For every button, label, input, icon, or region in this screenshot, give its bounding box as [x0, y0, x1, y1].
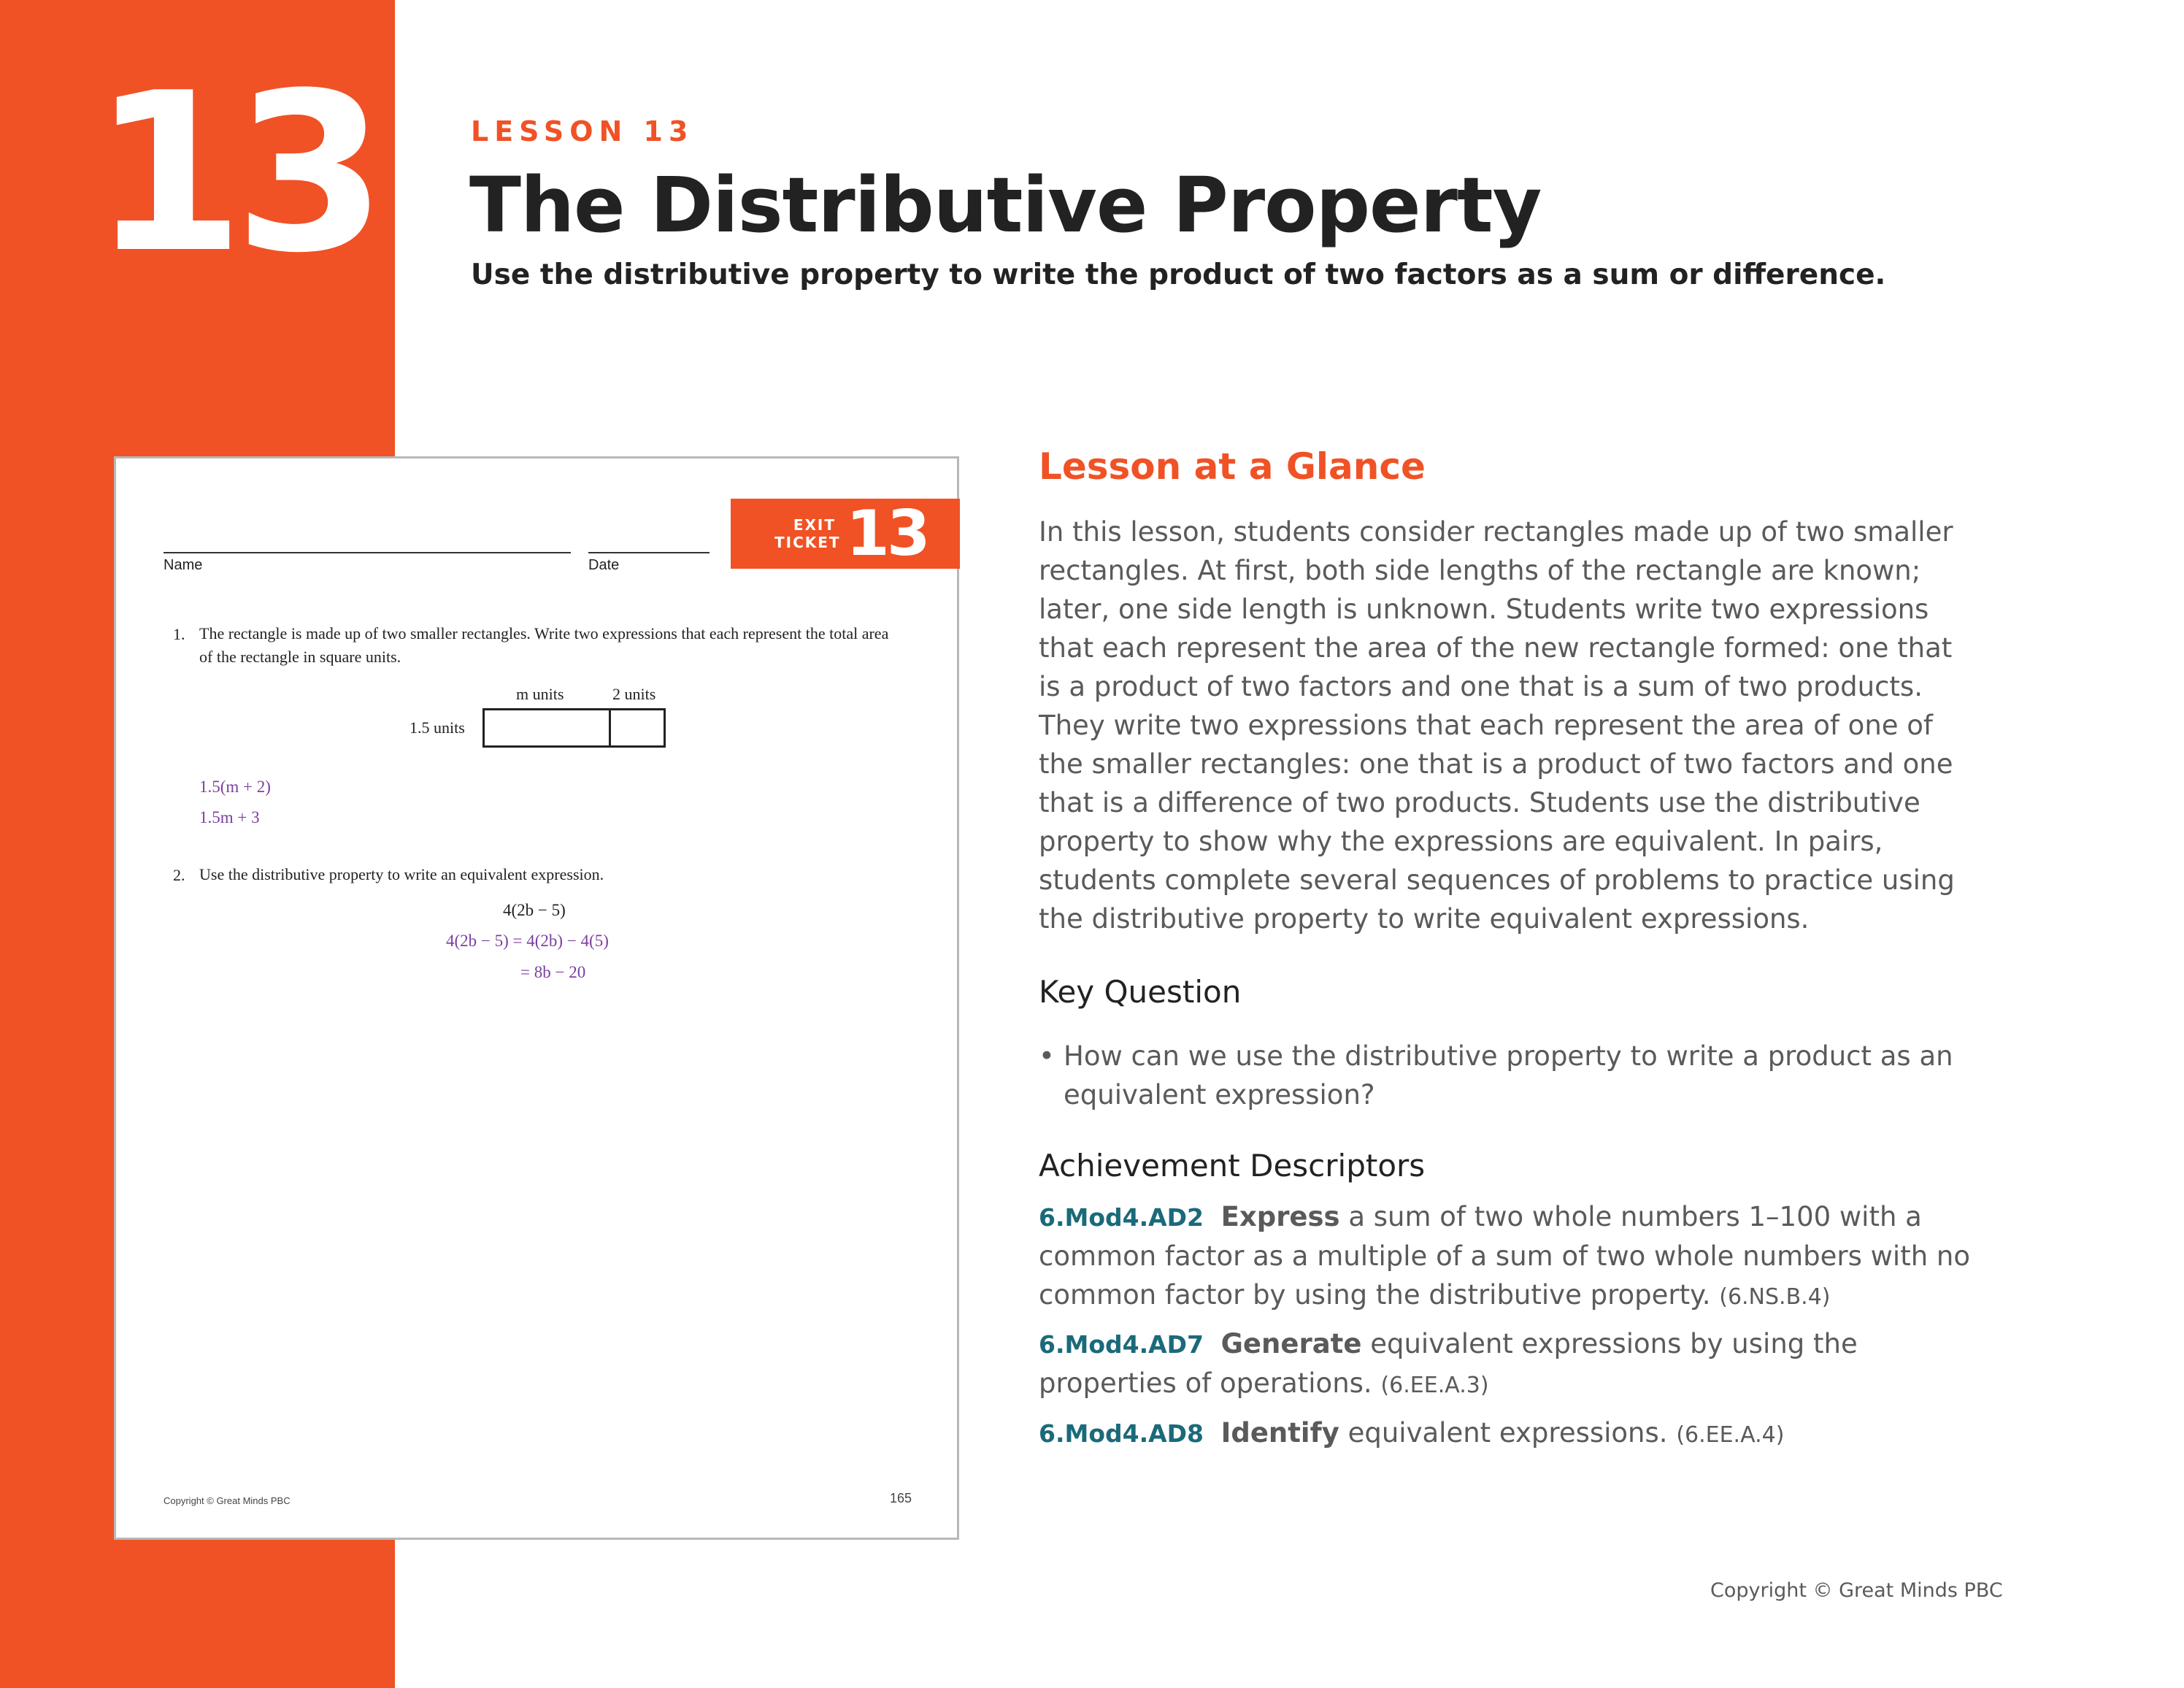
name-line	[164, 552, 571, 553]
q1-rectangle-small	[609, 708, 666, 748]
ticket-page-number: 165	[890, 1491, 912, 1505]
achievement-standard: (6.EE.A.4)	[1676, 1422, 1785, 1448]
q1-text: The rectangle is made up of two smaller rectangles. Write two expressions that each represent the total area of the rectangle in square units.	[199, 624, 889, 666]
achievement-code: 6.Mod4.AD8	[1039, 1419, 1204, 1448]
exit-ticket-badge-number: 13	[846, 497, 928, 570]
q1-label-m: m units	[516, 685, 564, 703]
q1-answer-1: 1.5(m + 2)	[199, 778, 271, 796]
achievement-heading: Achievement Descriptors	[1039, 1148, 1426, 1183]
q2-number: 2.	[173, 866, 185, 884]
q2-text: Use the distributive property to write an equivalent expression.	[199, 865, 604, 883]
q1-label-height: 1.5 units	[410, 718, 465, 737]
q1-label-2: 2 units	[612, 685, 656, 703]
key-question-text: How can we use the distributive property to write a product as an equivalent expression?	[1064, 1040, 1953, 1110]
date-label: Date	[588, 557, 620, 573]
achievement-item	[1039, 1197, 1980, 1316]
exit-ticket-badge	[731, 499, 960, 569]
achievement-standard: (6.NS.B.4)	[1719, 1284, 1831, 1310]
achievement-text: a sum of two whole numbers 1–100 with a common factor as a multiple of a sum of two whole numbers with no common factor by using the distributive property.	[1039, 1201, 1970, 1311]
achievement-code: 6.Mod4.AD2	[1039, 1203, 1204, 1232]
achievement-verb: Express	[1220, 1201, 1340, 1232]
name-label: Name	[164, 557, 203, 573]
q2-answer-2: = 8b − 20	[520, 963, 586, 981]
ticket-copyright: Copyright © Great Minds PBC	[164, 1495, 291, 1506]
achievement-code: 6.Mod4.AD7	[1039, 1330, 1204, 1359]
glance-heading: Lesson at a Glance	[1039, 445, 1426, 488]
achievement-verb: Generate	[1220, 1328, 1362, 1359]
key-question-heading: Key Question	[1039, 974, 1242, 1010]
lesson-label: LESSON 13	[471, 115, 694, 147]
badge-line-ticket: TICKET	[774, 534, 841, 551]
exit-ticket-badge-label	[774, 516, 841, 551]
q2-expression: 4(2b − 5)	[503, 901, 566, 919]
page-title: The Distributive Property	[469, 161, 1542, 250]
achievement-verb: Identify	[1220, 1417, 1339, 1449]
q1-number: 1.	[173, 625, 185, 643]
exit-ticket-page	[114, 456, 959, 1540]
q1-rectangle-large	[482, 708, 611, 748]
achievement-standard: (6.EE.A.3)	[1380, 1373, 1489, 1398]
badge-line-exit: EXIT	[793, 516, 836, 534]
glance-body: In this lesson, students consider rectangles made up of two smaller rectangles. At first, both side lengths of the rectangle are known; later, one side length is unknown. Students write two expressions that each represent the area of the new rectangle formed: one that is a product of two factors and one that is a sum of two products. They write two expressions that each represent the area of one of the smaller rectangles: one that is a product of two factors and one that is a difference of two products. Students use the distributive property to show why the expressions are equivalent. In pairs, students complete several sequences of problems to practice using the distributive property to write equivalent expressions.	[1039, 516, 1955, 935]
achievement-text: equivalent expressions.	[1347, 1417, 1668, 1449]
date-line	[588, 552, 710, 553]
achievement-item	[1039, 1324, 1980, 1405]
achievement-item	[1039, 1413, 1980, 1454]
page-subtitle: Use the distributive property to write the product of two factors as a sum or difference.	[471, 258, 1886, 291]
achievement-text: equivalent expressions by using the properties of operations.	[1039, 1328, 1858, 1399]
bullet-dot: •	[1039, 1040, 1055, 1072]
q1-answer-2: 1.5m + 3	[199, 808, 260, 826]
lesson-number-large: 13	[92, 46, 377, 301]
q2-answer-1: 4(2b − 5) = 4(2b) − 4(5)	[446, 932, 609, 950]
page-copyright: Copyright © Great Minds PBC	[1710, 1579, 2003, 1602]
